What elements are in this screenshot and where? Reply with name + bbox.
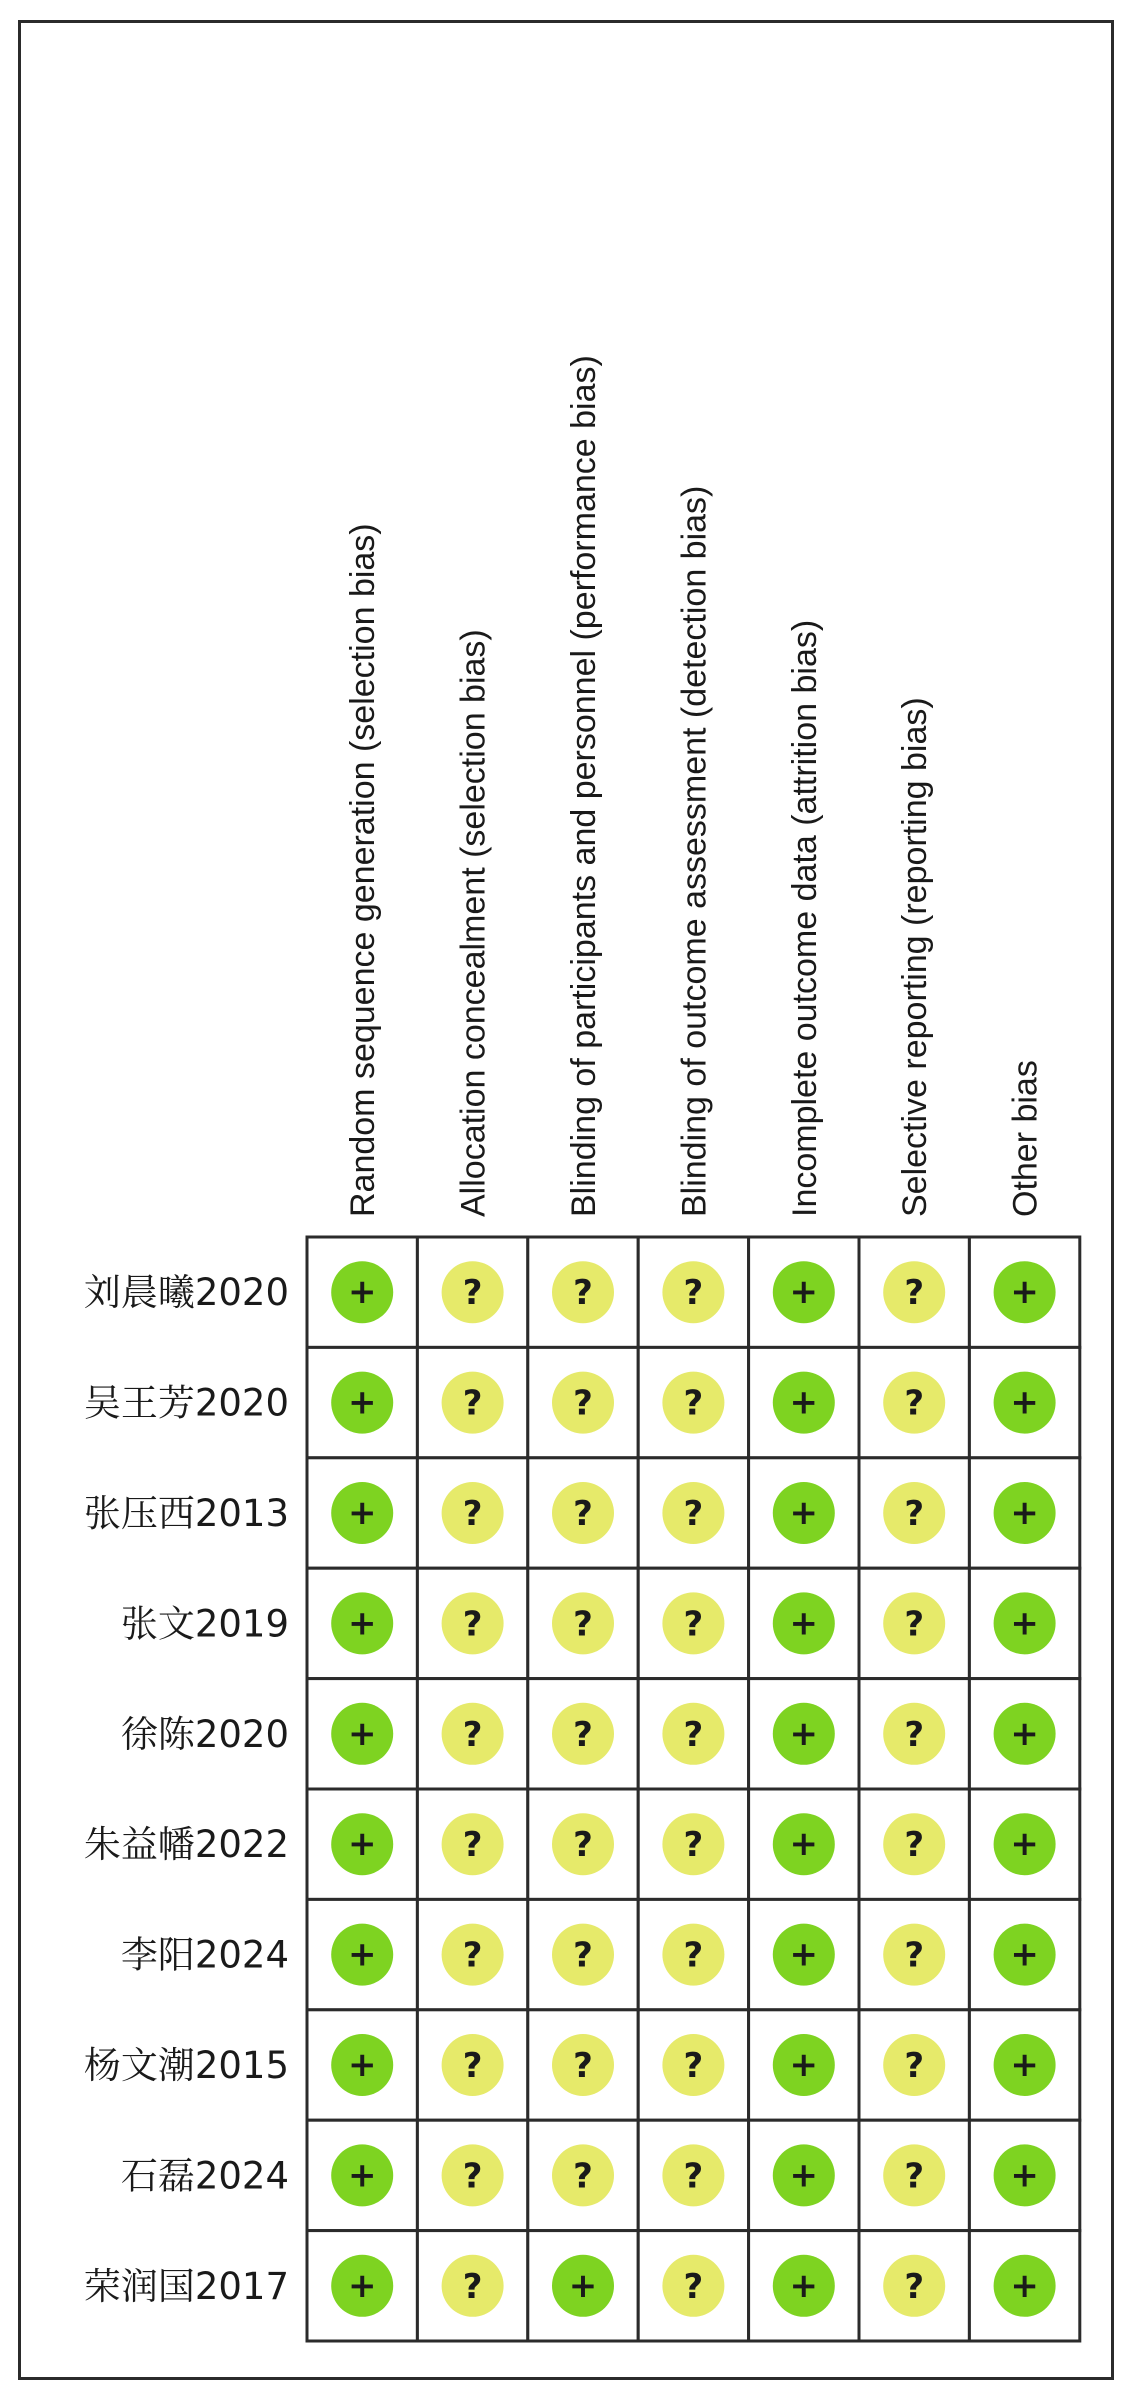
- judgement-symbol: ?: [462, 1935, 483, 1976]
- column-label-1: Random sequence generation (selection bias): [344, 523, 383, 1217]
- row-labels: [84, 1271, 289, 2308]
- judgement-symbol: +: [347, 1382, 377, 1423]
- judgement-symbol: +: [568, 2265, 598, 2306]
- judgement-symbol: +: [347, 2045, 377, 2085]
- judgement-symbol: +: [1010, 1824, 1039, 1865]
- judgement-symbol: +: [789, 1713, 819, 1754]
- judgement-symbol: +: [1010, 1382, 1039, 1423]
- column-label-6: Selective reporting (reporting bias): [896, 697, 935, 1217]
- judgement-symbol: +: [347, 2155, 377, 2196]
- judgement-symbol: ?: [573, 1935, 593, 1976]
- judgement-symbol: ?: [683, 2156, 704, 2197]
- judgement-symbol: +: [789, 1382, 819, 1423]
- judgement-symbol: +: [1010, 2155, 1039, 2196]
- judgement-symbol: +: [789, 2155, 819, 2196]
- judgement-symbol: +: [1010, 1713, 1039, 1754]
- judgement-symbol: ?: [683, 1935, 704, 1976]
- judgement-symbol: ?: [573, 1825, 593, 1866]
- judgement-symbol: ?: [904, 2046, 925, 2086]
- column-label-5: Incomplete outcome data (attrition bias): [785, 619, 824, 1217]
- judgement-symbol: ?: [904, 1273, 925, 1314]
- judgement-symbol: ?: [904, 1825, 925, 1866]
- study-label: 李阳2024: [120, 1933, 289, 1977]
- judgement-symbol: ?: [462, 1494, 483, 1534]
- judgement-symbol: +: [347, 1493, 377, 1533]
- judgement-symbol: ?: [904, 1604, 925, 1645]
- judgement-symbol: ?: [683, 2266, 704, 2307]
- judgement-symbol: ?: [573, 1714, 593, 1755]
- judgement-symbol: +: [789, 1493, 819, 1533]
- judgement-symbol: ?: [683, 2046, 704, 2086]
- judgement-symbol: +: [1010, 1493, 1039, 1533]
- judgement-symbol: +: [789, 2265, 819, 2306]
- judgement-symbol: ?: [904, 1935, 925, 1976]
- judgement-symbol: +: [1010, 2265, 1039, 2306]
- judgement-symbol: +: [347, 1603, 377, 1644]
- study-label: 吴王芳2020: [83, 1381, 289, 1425]
- judgement-symbol: +: [789, 1824, 819, 1865]
- study-label: 荣润国2017: [83, 2264, 289, 2308]
- column-label-3: Blinding of participants and personnel (performance bias): [565, 355, 603, 1217]
- column-labels: [344, 355, 1044, 1217]
- study-label: 杨文潮2015: [83, 2044, 289, 2087]
- column-label-4: Blinding of outcome assessment (detection bias): [675, 485, 714, 1217]
- judgement-symbol: ?: [462, 1604, 483, 1645]
- column-label-2: Allocation concealment (selection bias): [454, 629, 493, 1217]
- judgement-symbol: +: [789, 2045, 819, 2085]
- judgement-symbol: +: [347, 2265, 377, 2306]
- study-label: 石磊2024: [120, 2154, 289, 2198]
- judgement-symbol: +: [789, 1272, 819, 1313]
- column-label-7: Other bias: [1006, 1060, 1045, 1217]
- judgement-symbol: ?: [683, 1494, 704, 1534]
- judgement-symbol: +: [789, 1603, 819, 1644]
- judgement-symbol: +: [1010, 1603, 1039, 1644]
- judgement-symbol: ?: [462, 2156, 483, 2197]
- judgement-symbol: +: [347, 1713, 377, 1754]
- judgement-symbol: ?: [683, 1604, 704, 1645]
- judgement-symbol: ?: [904, 2266, 925, 2307]
- judgement-grid: [307, 1237, 1080, 2341]
- judgement-symbol: ?: [573, 1273, 593, 1314]
- judgement-symbol: ?: [904, 1714, 925, 1755]
- judgement-symbol: +: [347, 1824, 377, 1865]
- judgement-symbol: ?: [904, 1494, 925, 1534]
- judgement-symbol: +: [1010, 2045, 1039, 2085]
- study-label: 刘晨曦2020: [83, 1271, 289, 1315]
- judgement-symbol: ?: [462, 2046, 483, 2086]
- judgement-symbol: ?: [462, 1383, 483, 1424]
- judgement-symbol: ?: [683, 1383, 704, 1424]
- judgement-symbol: ?: [573, 1383, 593, 1424]
- judgement-symbol: ?: [462, 1825, 483, 1866]
- judgement-symbol: ?: [683, 1273, 704, 1314]
- judgement-symbol: ?: [462, 1273, 483, 1314]
- study-label: 张压西2013: [83, 1492, 289, 1535]
- judgement-symbol: +: [347, 1934, 377, 1975]
- judgement-symbol: +: [789, 1934, 819, 1975]
- study-label: 张文2019: [120, 1602, 289, 1646]
- judgement-symbol: ?: [683, 1714, 704, 1755]
- judgement-symbol: +: [1010, 1934, 1039, 1975]
- study-label: 朱益幡2022: [83, 1823, 289, 1867]
- judgement-symbol: ?: [904, 2156, 925, 2197]
- judgement-symbol: ?: [573, 2046, 593, 2086]
- judgement-symbol: ?: [683, 1825, 704, 1866]
- judgement-symbol: ?: [573, 2156, 593, 2197]
- study-label: 徐陈2020: [120, 1712, 289, 1756]
- judgement-symbol: ?: [573, 1604, 593, 1645]
- judgement-symbol: +: [347, 1272, 377, 1313]
- judgement-symbol: ?: [904, 1383, 925, 1424]
- judgement-symbol: +: [1010, 1272, 1039, 1313]
- judgement-symbol: ?: [462, 1714, 483, 1755]
- judgement-symbol: ?: [573, 1494, 593, 1534]
- judgement-symbol: ?: [462, 2266, 483, 2307]
